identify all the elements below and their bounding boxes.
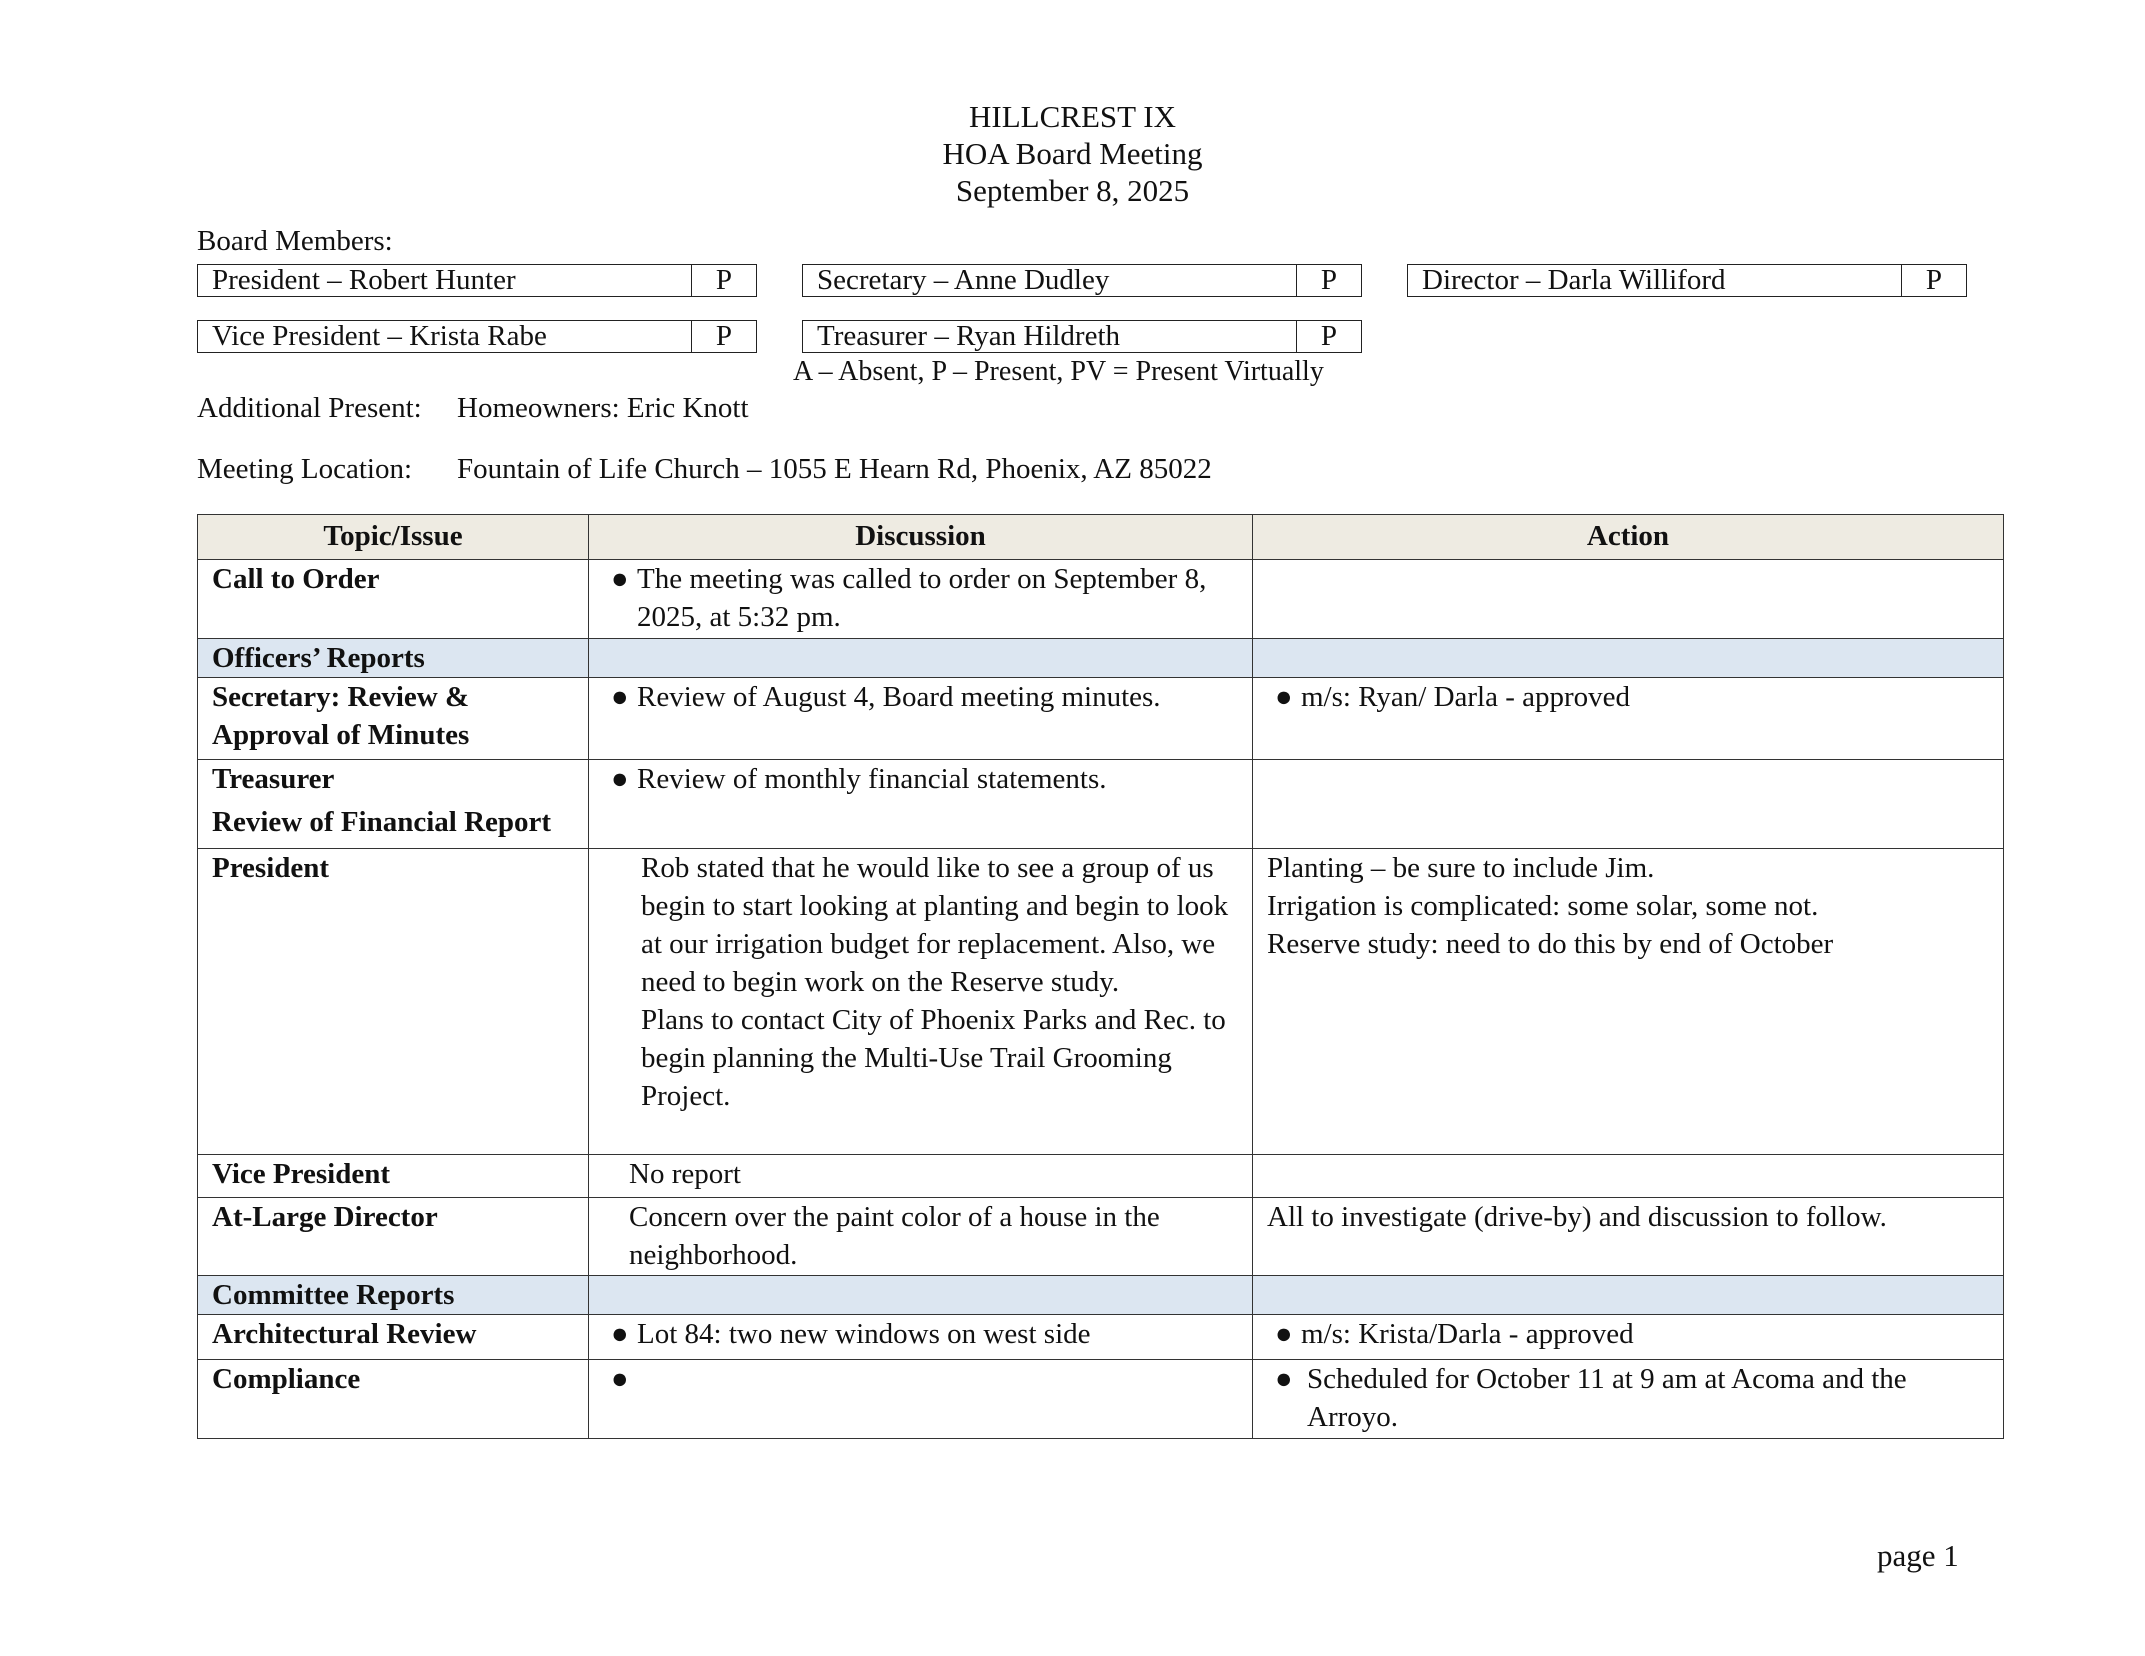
discussion-text: Concern over the paint color of a house in the neighborhood. [629,1201,1160,1271]
action-cell [1253,1315,2004,1360]
discussion-text: Plans to contact City of Phoenix Parks and Rec. to begin planning the Multi-Use Trail Grooming Project. [641,1004,1226,1112]
topic-cell: Vice President [198,1155,589,1198]
discussion-text: Lot 84: two new windows on west side [637,1318,1091,1350]
member-name: Treasurer – Ryan Hildreth [803,321,1297,352]
bullet-icon: ● [1275,1363,1293,1395]
member-director [1407,264,1967,297]
header-topic: Topic/Issue [198,515,589,560]
bullet-icon: ● [611,563,629,595]
header-action: Action [1253,515,2004,560]
action-text: m/s: Krista/Darla - approved [1301,1318,1634,1350]
discussion-cell [589,1315,1253,1360]
bullet-icon: ● [1275,681,1293,713]
member-status: P [1320,264,1338,296]
minutes-table [197,514,2004,1439]
member-name: President – Robert Hunter [198,265,692,296]
document-title [0,98,2145,209]
action-cell [1253,1360,2004,1439]
table-row [198,760,2004,849]
page-number: page 1 [1877,1538,1959,1573]
action-cell [1253,760,2004,849]
member-status: P [1925,264,1943,296]
section-title: Committee Reports [198,1276,589,1315]
discussion-text: The meeting was called to order on September 8, 2025, at 5:32 pm. [637,563,1207,633]
attendance-legend: A – Absent, P – Present, PV = Present Virtually [793,356,1324,387]
discussion-text: Review of August 4, Board meeting minutes. [637,681,1161,713]
table-row [198,1155,2004,1198]
title-date: September 8, 2025 [955,173,1190,208]
action-text: Irrigation is complicated: some solar, some not. [1267,890,1819,922]
discussion-cell [589,760,1253,849]
action-cell [1253,1198,2004,1276]
discussion-cell [589,1360,1253,1439]
discussion-cell [589,1155,1253,1198]
member-vice-president [197,320,757,353]
discussion-cell [589,678,1253,760]
meeting-location-value: Fountain of Life Church – 1055 E Hearn Rd, Phoenix, AZ 85022 [457,453,1212,485]
topic-cell [198,760,589,849]
meeting-location [197,453,1212,486]
bullet-icon: ● [1275,1318,1293,1350]
board-members-label: Board Members: [197,225,393,257]
additional-present-value: Homeowners: Eric Knott [457,392,749,424]
member-status: P [1320,320,1338,352]
discussion-text: Rob stated that he would like to see a group of us begin to start looking at planting and begin to look at our irrigation budget for replacement. Also, we need to begin work on the Reserve study. [641,852,1229,998]
table-row [198,849,2004,1155]
topic-cell: Secretary: Review & Approval of Minutes [198,678,589,760]
table-row [198,560,2004,639]
table-header-row [198,515,2004,560]
action-text: All to investigate (drive-by) and discussion to follow. [1267,1201,1887,1233]
section-row-committee [198,1276,2004,1315]
title-meeting: HOA Board Meeting [942,136,1203,171]
action-cell [1253,1155,2004,1198]
action-cell [1253,678,2004,760]
additional-present-label: Additional Present: [197,392,422,424]
member-treasurer [802,320,1362,353]
topic-cell: Compliance [198,1360,589,1439]
member-president [197,264,757,297]
discussion-cell [589,560,1253,639]
topic-line: Review of Financial Report [212,806,552,838]
action-text: m/s: Ryan/ Darla - approved [1301,681,1631,713]
discussion-text: No report [629,1158,741,1190]
topic-line: Treasurer [212,763,335,795]
table-row [198,1315,2004,1360]
bullet-icon: ● [611,1318,629,1350]
topic-cell: Architectural Review [198,1315,589,1360]
bullet-icon: ● [611,681,629,713]
title-association: HILLCREST IX [969,99,1176,134]
action-text: Planting – be sure to include Jim. [1267,852,1655,884]
member-name: Secretary – Anne Dudley [803,265,1297,296]
member-status: P [715,320,733,352]
topic-cell: Call to Order [198,560,589,639]
action-text: Reserve study: need to do this by end of October [1267,928,1834,960]
member-name: Director – Darla Williford [1408,265,1902,296]
table-row [198,678,2004,760]
bullet-icon: ● [611,1363,629,1395]
action-cell [1253,849,2004,1155]
discussion-cell [589,849,1253,1155]
action-text: Scheduled for October 11 at 9 am at Acoma and the Arroyo. [1307,1363,1907,1433]
header-discussion: Discussion [589,515,1253,560]
member-name: Vice President – Krista Rabe [198,321,692,352]
action-cell [1253,560,2004,639]
section-title: Officers’ Reports [198,639,589,678]
table-row [198,1360,2004,1439]
member-status: P [715,264,733,296]
discussion-text: Review of monthly financial statements. [637,763,1107,795]
topic-cell: President [198,849,589,1155]
table-row [198,1198,2004,1276]
meeting-location-label: Meeting Location: [197,453,413,485]
topic-cell: At-Large Director [198,1198,589,1276]
section-row-officers [198,639,2004,678]
additional-present [197,392,749,425]
discussion-cell [589,1198,1253,1276]
bullet-icon: ● [611,763,629,795]
member-secretary [802,264,1362,297]
